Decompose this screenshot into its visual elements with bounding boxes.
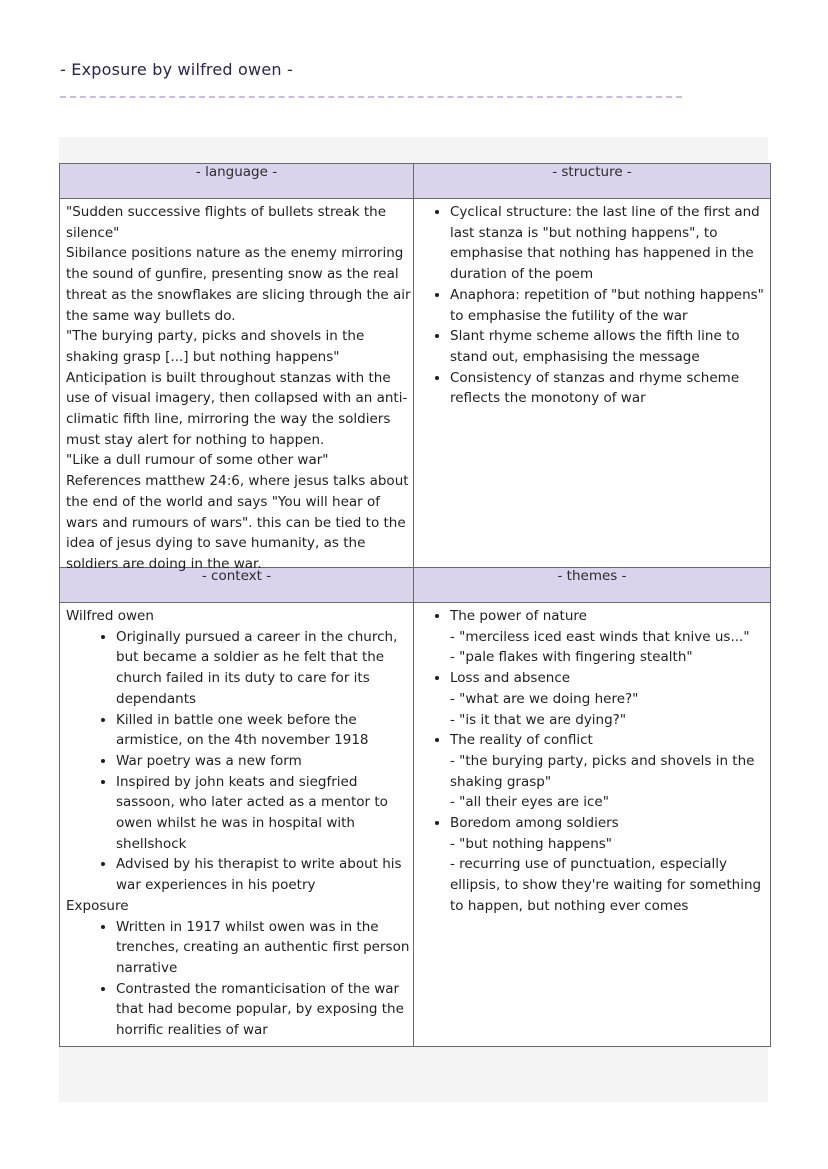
context-heading-exposure: Exposure <box>66 897 129 914</box>
language-quote-1: "Sudden successive flights of bullets streak the silence" <box>66 204 387 241</box>
context-cell <box>60 603 414 1047</box>
list-item: • Originally pursued a career in the church, but became a soldier as he felt that the church failed in its duty to care for its dependants <box>116 627 413 710</box>
language-analysis-2: Anticipation is built throughout stanzas with the use of visual imagery, then collapsed with an anti-climatic fifth line, mirroring the way the soldiers must stay alert for nothing to happen. <box>66 369 408 448</box>
context-header: - context - <box>60 568 414 603</box>
theme-item <box>450 730 770 813</box>
list-item: • Advised by his therapist to write about his war experiences in his poetry <box>116 854 413 895</box>
language-analysis-3: References matthew 24:6, where jesus talks about the end of the world and says "You will hear of wars and rumours of wars". this can be tied to the idea of jesus dying to save humanity, as the soldiers are doing in the war. <box>66 473 409 572</box>
theme-item <box>450 606 770 668</box>
title-divider <box>60 96 682 98</box>
theme-quote: - "all their eyes are ice" <box>450 794 609 811</box>
context-owen-list <box>66 627 413 896</box>
page-title: - Exposure by wilfred owen - <box>60 60 293 79</box>
theme-quote: - "but nothing happens" <box>450 835 612 852</box>
themes-header: - themes - <box>414 568 771 603</box>
list-item: • Cyclical structure: the last line of the first and last stanza is "but nothing happens", to emphasise that nothing has happened in the duration of the poem <box>450 202 770 285</box>
theme-label: The reality of conflict <box>450 732 593 749</box>
theme-quote: - "pale flakes with fingering stealth" <box>450 649 693 666</box>
language-cell <box>60 199 414 572</box>
list-item: • Slant rhyme scheme allows the fifth line to stand out, emphasising the message <box>450 326 770 367</box>
structure-cell <box>414 199 771 568</box>
theme-quote: - "is it that we are dying?" <box>450 711 627 728</box>
list-item: • Written in 1917 whilst owen was in the trenches, creating an authentic first person narrative <box>116 917 413 979</box>
theme-label: Loss and absence <box>450 670 571 687</box>
notes-grid <box>59 163 771 1047</box>
theme-quote: - recurring use of punctuation, especially ellipsis, to show they're waiting for something to happen, but nothing ever comes <box>450 856 762 914</box>
theme-quote: - "the burying party, picks and shovels in the shaking grasp" <box>450 752 755 790</box>
theme-quote: - "merciless iced east winds that knive us..." <box>450 628 750 645</box>
language-header: - language - <box>60 164 414 199</box>
language-quote-2: "The burying party, picks and shovels in the shaking grasp [...] but nothing happens" <box>66 328 365 365</box>
theme-label: The power of nature <box>450 608 587 624</box>
list-item: • War poetry was a new form <box>116 751 413 772</box>
theme-label: Boredom among soldiers <box>450 815 619 832</box>
structure-list <box>420 202 770 409</box>
theme-item <box>450 813 770 917</box>
context-exposure-list <box>66 917 413 1041</box>
list-item: • Consistency of stanzas and rhyme scheme reflects the monotony of war <box>450 368 770 409</box>
list-item: • Killed in battle one week before the armistice, on the 4th november 1918 <box>116 710 413 751</box>
list-item: • Inspired by john keats and siegfried sassoon, who later acted as a mentor to owen whilst he was in hospital with shellshock <box>116 772 413 855</box>
list-item: • Contrasted the romanticisation of the war that had become popular, by exposing the horrific realities of war <box>116 979 413 1041</box>
list-item: • Anaphora: repetition of "but nothing happens" to emphasise the futility of the war <box>450 285 770 326</box>
theme-item <box>450 668 770 730</box>
themes-list <box>420 606 770 917</box>
theme-quote: - "what are we doing here?" <box>450 690 639 707</box>
context-heading-owen: Wilfred owen <box>66 608 154 624</box>
structure-header: - structure - <box>414 164 771 199</box>
language-quote-3: "Like a dull rumour of some other war" <box>66 452 329 469</box>
themes-cell <box>414 603 771 1047</box>
language-analysis-1: Sibilance positions nature as the enemy mirroring the sound of gunfire, presenting snow as the real threat as the snowflakes are slicing through the air the same way bullets do. <box>66 245 411 324</box>
